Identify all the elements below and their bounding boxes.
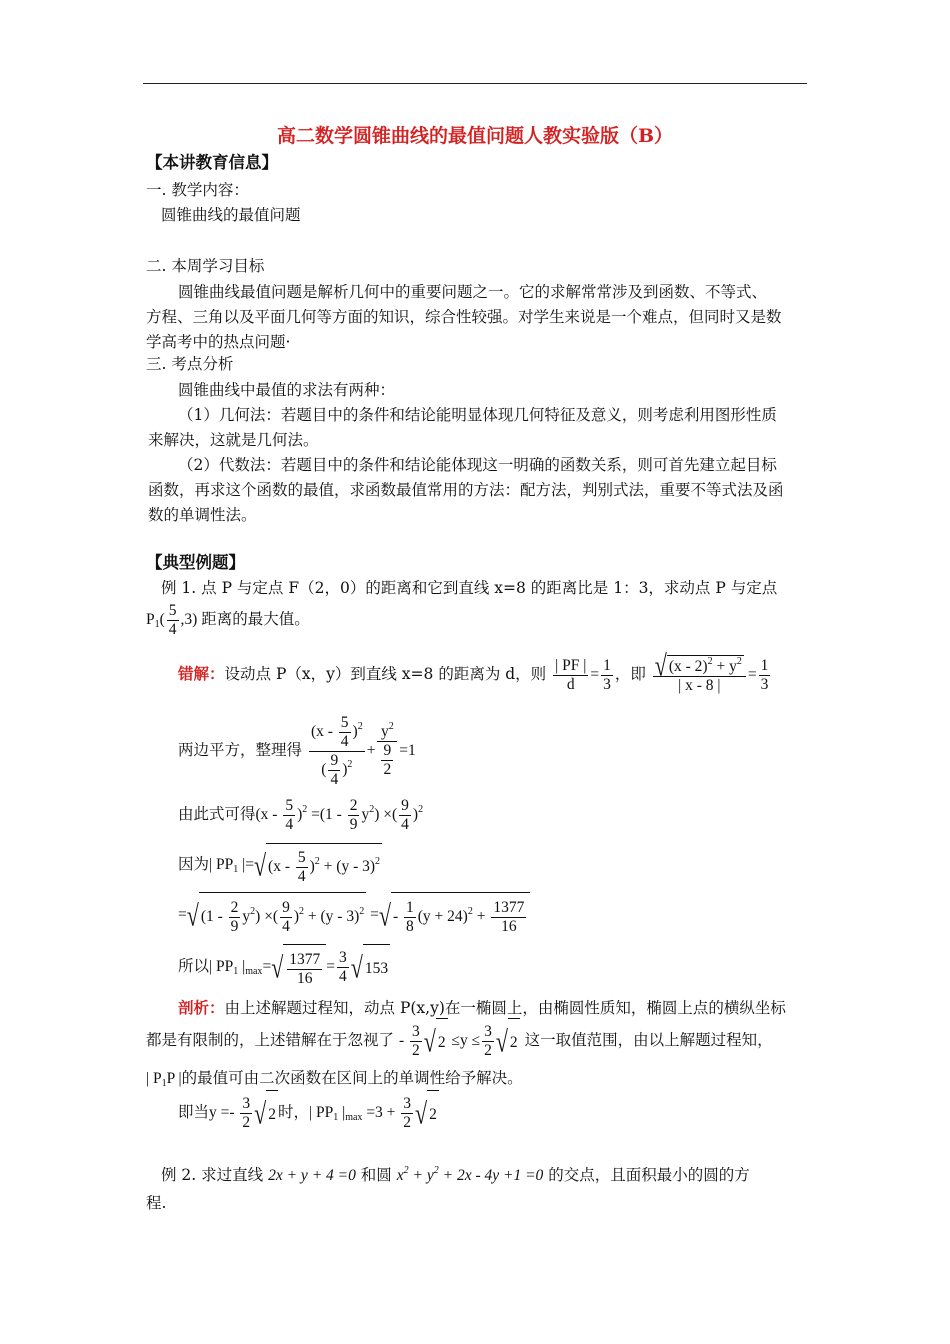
- analysis2-text: 都是有限制的，上述错解在于忽视了: [146, 1031, 395, 1050]
- wrong-solution-line: 错解：设动点 P（x，y）到直线 x=8 的距离为 d，则 $\frac{| PF |}{d}$ = $\frac{1}{3}$ ，即 $\frac{√ (x - 2)^2 + y^2}{| x - 8 |}$ = $\frac{1}{3}$: [178, 647, 769, 694]
- max-distance-line: 所以| $PP_1$ $|_{max}=√$ $\frac{1377}{16}$ = $\frac{3}{4}$ √ 153: [178, 944, 390, 991]
- formula-ellipse-lhs1: (x - $\frac{5}{4}$ )$^2$ ( $\frac{9}{4}$ )$^2$: [310, 713, 363, 788]
- distance-expression-line: 因为| $PP_1$ |=√ (x - $\frac{5}{4}$ )$^2$ + (y - 3)$^2$: [178, 843, 382, 888]
- p1-subscript: 1: [154, 619, 160, 630]
- because-text: 因为: [178, 856, 210, 874]
- goal-line: 方程、三角以及平面几何等方面的知识，综合性较强。对学生来说是一个难点，但同时又是数: [146, 308, 782, 326]
- analysis-line: （1）几何法：若题目中的条件和结论能明显体现几何特征及意义，则考虑利用图形性质: [178, 406, 777, 424]
- example2-line1: 例 2. 求过直线 2x + y + 4 =0 和圆 $x^2 + y^2 + 2x - 4y +1 =0$ 的交点，且面积最小的圆的方: [161, 1165, 750, 1184]
- ji-text: ，即: [614, 665, 646, 683]
- formula-pf-over-d: $\frac{| PF |}{d}$: [555, 656, 587, 693]
- example2-text: 的交点，且面积最小的圆的方: [548, 1166, 750, 1184]
- teach-content: 圆锥曲线的最值问题: [161, 206, 301, 224]
- derive-step-line: 由此式可得(x - $\frac{5}{4}$ )$^2$ =(1 - $\frac{2}{9}$ $y^2$) ×( $\frac{9}{4}$ )$^2$: [178, 796, 424, 833]
- so-text: 所以: [178, 958, 210, 976]
- derive-step-text: 由此式可得: [178, 806, 256, 823]
- p1-label: P: [146, 611, 155, 628]
- fraction: $\frac{5}{4}$: [168, 601, 177, 638]
- analysis2-line3: | $P_1P$ |的最值可由二次函数在区间上的单调性给予解决。: [146, 1069, 523, 1089]
- fraction: $\frac{1}{3}$: [603, 656, 611, 693]
- when-line: 即当y =- $\frac{3}{2}$ √ 2 时，| $PP_1$ $|_{max} =3$ + $\frac{3}{2}$ √ 2: [178, 1090, 439, 1137]
- wrong-solution-text: 设动点 P（x，y）到直线 x=8 的距离为 d，则: [224, 665, 547, 683]
- analysis-line: 数的单调性法。: [148, 506, 257, 524]
- when-text: 即当: [178, 1104, 210, 1122]
- formula-distance-ratio: $\frac{√ (x - 2)^2 + y^2}{| x - 8 |}$: [653, 655, 746, 695]
- goal-line: 学高考中的热点问题·: [146, 333, 291, 351]
- analysis-line: 函数，再求这个函数的最值，求函数最值常用的方法：配方法，判别式法，重要不等式法及函: [148, 481, 784, 499]
- example1-statement-tail: 距离的最大值。: [201, 611, 310, 628]
- example2-line2: 程.: [146, 1194, 167, 1212]
- distance-expression-line2: =√ (1 - $\frac{2}{9}$ $y^2$) ×( $\frac{9}{4}$ )$^2$ + (y - 3)$^2$ =√ - $\frac{1}{8}$ $(y + 24)^2$ + $\frac{1377}{16}$: [178, 892, 530, 939]
- analysis2-line2: 都是有限制的，上述错解在于忽视了 - $\frac{3}{2}$ √ 2 ≤y ≤ $\frac{3}{2}$ √ 2 这一取值范围，由以上解题过程知，: [146, 1018, 773, 1065]
- analysis-label: 三. 考点分析: [146, 355, 234, 373]
- example1-statement: 例 1. 点 P 与定点 F（2，0）的距离和它到直线 x=8 的距离比是 1：3，求动点 P 与定点: [161, 579, 778, 597]
- section-heading-examples: 【典型例题】: [146, 553, 245, 572]
- example2-text: 和圆: [360, 1166, 392, 1184]
- page-title: 高二数学圆锥曲线的最值问题人教实验版（B）: [276, 125, 674, 147]
- analysis2-text: 这一取值范围，由以上解题过程知，: [524, 1031, 773, 1050]
- header-rule: [143, 83, 807, 84]
- goal-line: 圆锥曲线最值问题是解析几何中的重要问题之一。它的求解常常涉及到函数、不等式、: [178, 283, 768, 301]
- section-heading-info: 【本讲教育信息】: [146, 153, 278, 172]
- fraction: $\frac{1}{3}$: [760, 656, 769, 693]
- analysis2-text: 由上述解题过程知，动点 P(x,y)在一椭圆上，由椭圆性质知，椭圆上点的横纵坐标: [224, 999, 786, 1017]
- goal-label: 二. 本周学习目标: [146, 257, 265, 275]
- example2-text: 例 2. 求过直线: [161, 1166, 264, 1184]
- wrong-solution-label: 错解：: [178, 664, 225, 683]
- analysis-line: 来解决，这就是几何法。: [148, 431, 319, 449]
- analysis-line: （2）代数法：若题目中的条件和结论能体现这一明确的函数关系，则可首先建立起目标: [178, 456, 777, 474]
- analysis2-text: 的最值可由二次函数在区间上的单调性给予解决。: [181, 1069, 523, 1087]
- analysis-line: 圆锥曲线中最值的求法有两种：: [178, 381, 396, 399]
- square-step-line: 两边平方，整理得 (x - $\frac{5}{4}$ )$^2$ ( $\frac{9}{4}$ )$^2$ + $\frac{y^2}{\frac{9}{2}}$ =1: [178, 713, 416, 788]
- when-mid-text: 时，: [278, 1104, 310, 1122]
- analysis2-line1: [178, 998, 786, 1018]
- formula-ellipse-lhs2: $\frac{y^2}{\frac{9}{2}}$: [377, 723, 397, 779]
- example1-point-p1: $P_1$( $\frac{5}{4}$ ,3) 距离的最大值。: [146, 601, 310, 638]
- teach-content-label: 一. 教学内容：: [146, 181, 249, 199]
- square-step-text: 两边平方，整理得: [178, 741, 303, 759]
- analysis2-label: 剖析：: [178, 998, 225, 1017]
